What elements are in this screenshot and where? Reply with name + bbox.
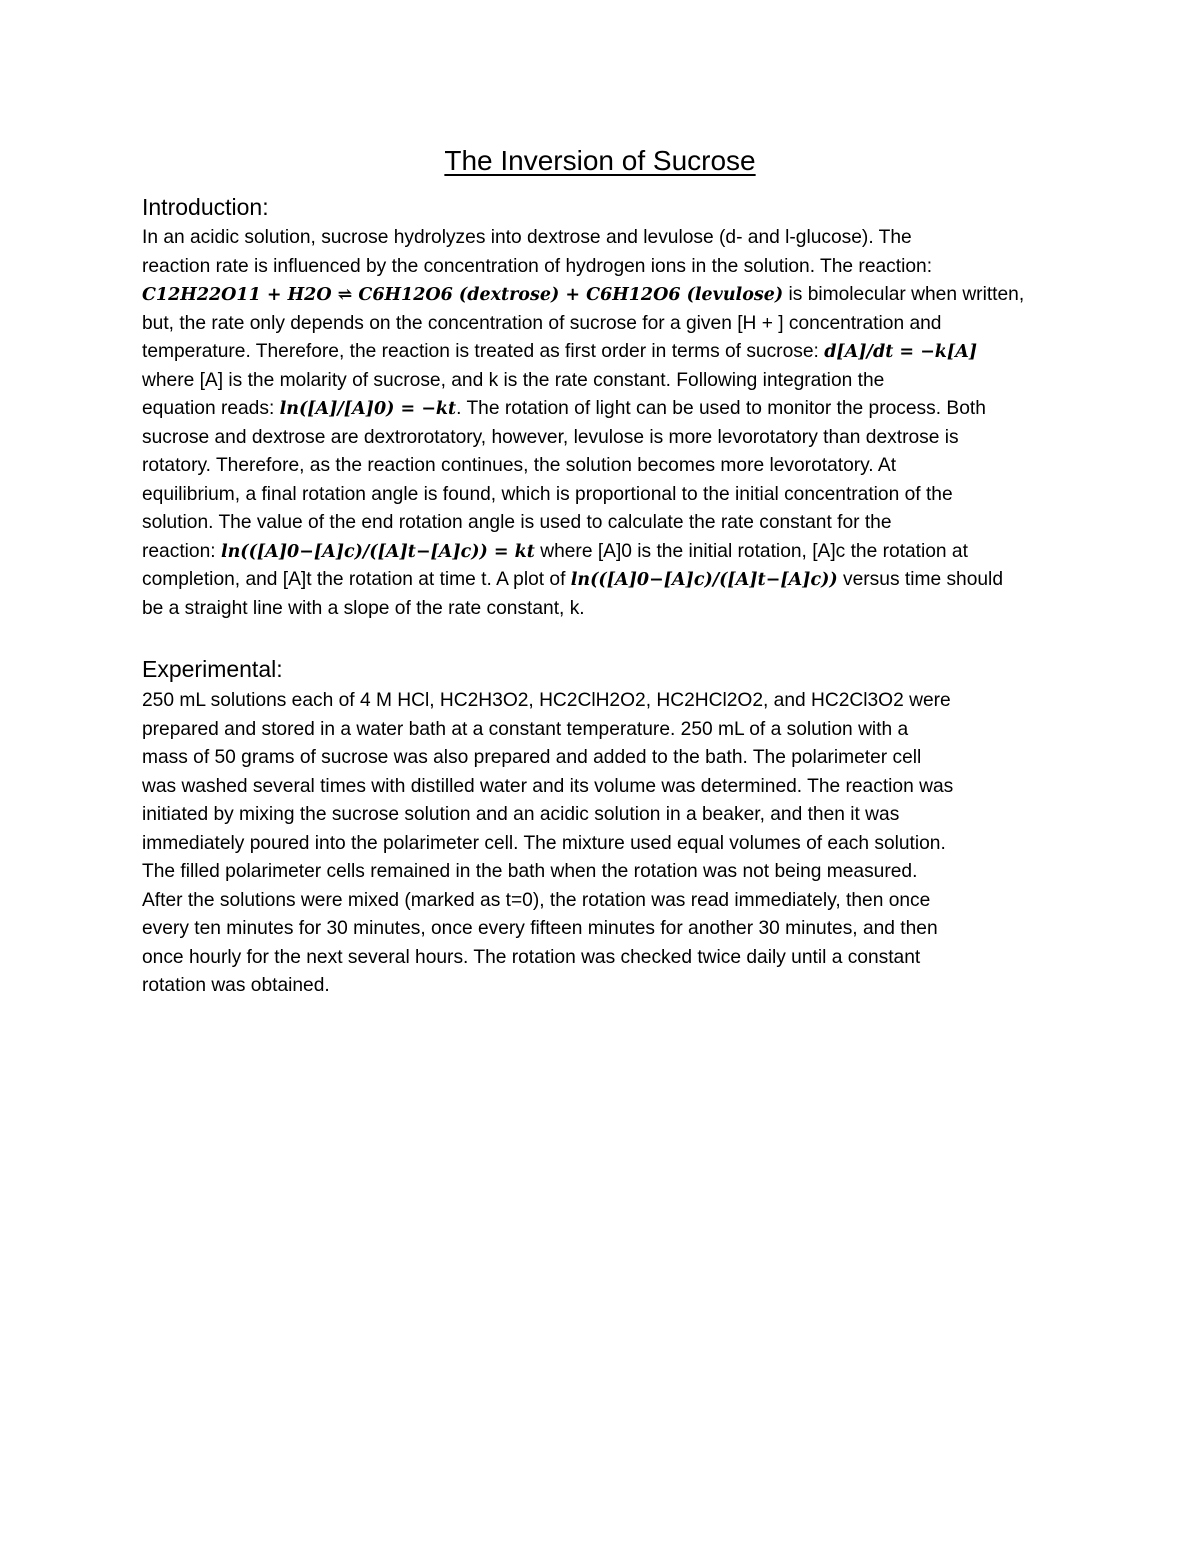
intro-line: equilibrium, a final rotation angle is found, which is proportional to the initial concentration of the — [142, 483, 953, 505]
intro-line: be a straight line with a slope of the rate constant, k. — [142, 597, 585, 619]
experimental-paragraph — [142, 687, 1102, 1001]
experimental-line: 250 mL solutions each of 4 M HCl, HC2H3O2, HC2ClH2O2, HC2HCl2O2, and HC2Cl3O2 were — [142, 690, 951, 711]
intro-text: is bimolecular when written, — [788, 284, 1025, 305]
experimental-line: mass of 50 grams of sucrose was also prepared and added to the bath. The polarimeter cell — [142, 747, 922, 768]
intro-line: where [A] is the molarity of sucrose, and k is the rate constant. Following integration the — [142, 369, 885, 391]
intro-text: equation reads: — [142, 398, 275, 419]
experimental-line: once hourly for the next several hours. The rotation was checked twice daily until a constant — [142, 946, 921, 968]
intro-line: reaction rate is influenced by the concentration of hydrogen ions in the solution. The reaction: — [142, 255, 933, 277]
experimental-line: rotation was obtained. — [142, 975, 330, 996]
experimental-heading: Experimental: — [142, 656, 283, 682]
intro-line-with-rotation-form — [142, 538, 1102, 567]
intro-line: sucrose and dextrose are dextrorotatory, however, levulose is more levorotatory than dextrose is — [142, 426, 959, 448]
experimental-line: prepared and stored in a water bath at a constant temperature. 250 mL of a solution with a — [142, 718, 909, 740]
intro-line-with-plot-expr — [142, 566, 1102, 595]
intro-text: temperature. Therefore, the reaction is treated as first order in terms of sucrose: — [142, 341, 819, 362]
intro-line: solution. The value of the end rotation angle is used to calculate the rate constant for the — [142, 512, 892, 533]
experimental-line: initiated by mixing the sucrose solution and an acidic solution in a beaker, and then it was — [142, 804, 900, 825]
intro-line-with-reaction — [142, 281, 1102, 310]
intro-text: reaction: — [142, 540, 216, 562]
introduction-paragraph — [142, 224, 1102, 623]
experimental-line: was washed several times with distilled water and its volume was determined. The reaction was — [142, 775, 954, 797]
intro-line: In an acidic solution, sucrose hydrolyzes into dextrose and levulose (d- and l-glucose). The — [142, 227, 912, 248]
rate-law-equation: d[A]/dt = −k[A] — [824, 342, 978, 362]
experimental-line: The filled polarimeter cells remained in the bath when the rotation was not being measured. — [142, 861, 918, 882]
introduction-heading: Introduction: — [142, 194, 269, 220]
intro-line: but, the rate only depends on the concentration of sucrose for a given [H + ] concentration and — [142, 312, 942, 334]
intro-text: versus time should — [843, 569, 1003, 590]
integrated-equation: ln([A]/[A]0) = −kt — [279, 399, 457, 419]
plot-expression: ln(([A]0−[A]c)/([A]t−[A]c)) — [570, 570, 838, 590]
experimental-line: After the solutions were mixed (marked as t=0), the rotation was read immediately, then once — [142, 889, 931, 911]
intro-line-with-integrated — [142, 395, 1102, 424]
intro-line-with-rate-law — [142, 338, 1102, 367]
document-title: The Inversion of Sucrose — [444, 145, 756, 176]
intro-text: . The rotation of light can be used to monitor the process. Both — [456, 398, 986, 419]
rotation-form-equation: ln(([A]0−[A]c)/([A]t−[A]c)) = kt — [220, 541, 535, 562]
experimental-line: every ten minutes for 30 minutes, once every fifteen minutes for another 30 minutes, and then — [142, 918, 938, 939]
intro-line: rotatory. Therefore, as the reaction continues, the solution becomes more levorotatory. At — [142, 455, 897, 476]
intro-text: completion, and [A]t the rotation at time t. A plot of — [142, 569, 566, 590]
experimental-line: immediately poured into the polarimeter cell. The mixture used equal volumes of each solution. — [142, 832, 946, 854]
intro-text: where [A]0 is the initial rotation, [A]c the rotation at — [540, 540, 968, 562]
reaction-equation: C12H22O11 + H2O ⇌ C6H12O6 (dextrose) + C6H12O6 (levulose) — [142, 285, 784, 305]
